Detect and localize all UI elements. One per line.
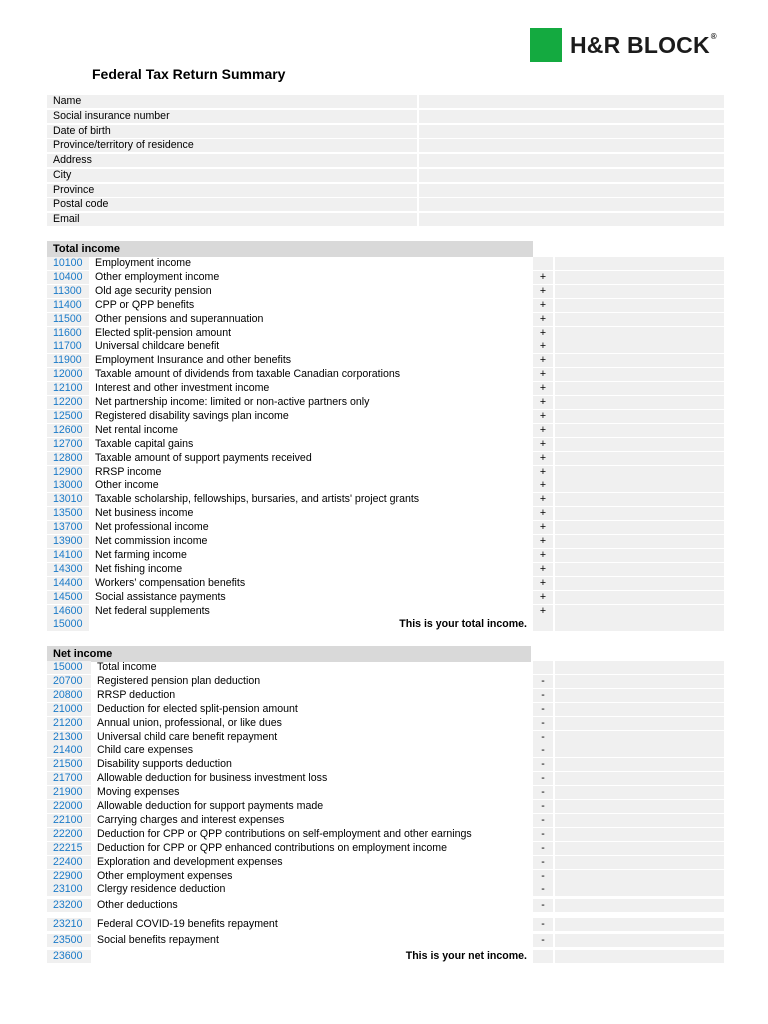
- line-code: 12700: [47, 438, 89, 451]
- info-label: Date of birth: [47, 125, 417, 138]
- operator-cell: -: [533, 772, 553, 785]
- total-row: [47, 950, 724, 963]
- info-label: Province/territory of residence: [47, 139, 417, 152]
- amount-field[interactable]: [555, 396, 724, 409]
- line-description: Net commission income: [95, 535, 208, 547]
- amount-field[interactable]: [555, 577, 724, 590]
- total-label: This is your net income.: [405, 949, 527, 962]
- line-description: Net partnership income: limited or non-active partners only: [95, 396, 370, 408]
- amount-field[interactable]: [555, 814, 724, 827]
- line-code: 13900: [47, 535, 89, 548]
- line-description: Other employment income: [95, 270, 220, 283]
- line-description: Other pensions and superannuation: [95, 312, 264, 325]
- operator-cell: -: [533, 842, 553, 855]
- operator-cell: +: [533, 507, 553, 520]
- line-code: 14300: [47, 563, 89, 576]
- info-row: [47, 110, 724, 123]
- amount-field[interactable]: [555, 828, 724, 841]
- amount-field[interactable]: [555, 772, 724, 785]
- line-description: RRSP income: [95, 465, 162, 478]
- operator-cell: -: [533, 814, 553, 827]
- amount-field[interactable]: [555, 535, 724, 548]
- amount-field[interactable]: [555, 918, 724, 931]
- info-value: [419, 154, 724, 167]
- operator-cell: -: [533, 856, 553, 869]
- amount-field[interactable]: [555, 521, 724, 534]
- amount-field[interactable]: [555, 285, 724, 298]
- line-code: 22200: [47, 828, 91, 841]
- amount-field[interactable]: [555, 382, 724, 395]
- line-row: [47, 340, 724, 353]
- amount-field[interactable]: [555, 563, 724, 576]
- total-row: [47, 618, 724, 631]
- line-description: Net business income: [95, 507, 194, 520]
- line-row: [47, 368, 724, 381]
- info-row: [47, 184, 724, 197]
- amount-field[interactable]: [555, 466, 724, 479]
- line-code: 20800: [47, 689, 91, 702]
- amount-field[interactable]: [555, 800, 724, 813]
- line-description: Allowable deduction for business investment loss: [97, 772, 328, 785]
- operator-cell: +: [533, 327, 553, 340]
- line-row: [47, 410, 724, 423]
- operator-cell: -: [533, 689, 553, 702]
- operator-cell: -: [533, 800, 553, 813]
- line-description: Employment income: [95, 257, 191, 269]
- line-row: [47, 675, 724, 688]
- amount-field[interactable]: [555, 703, 724, 716]
- line-code: 15000: [47, 618, 89, 631]
- line-row: [47, 828, 724, 841]
- operator-cell: -: [533, 870, 553, 883]
- line-row: [47, 521, 724, 534]
- line-row: [47, 479, 724, 492]
- line-description: Deduction for CPP or QPP enhanced contributions on employment income: [97, 841, 447, 854]
- line-code: 14400: [47, 577, 89, 590]
- line-code: 13010: [47, 493, 89, 506]
- operator-cell: +: [533, 396, 553, 409]
- line-description: CPP or QPP benefits: [95, 298, 195, 311]
- line-description: Net farming income: [95, 548, 187, 561]
- line-row: [47, 313, 724, 326]
- amount-field[interactable]: [555, 899, 724, 912]
- line-description: Taxable scholarship, fellowships, bursaries, and artists' project grants: [95, 493, 420, 506]
- operator-cell: +: [533, 535, 553, 548]
- line-code: 12900: [47, 466, 89, 479]
- line-row: [47, 577, 724, 590]
- operator-cell: -: [533, 786, 553, 799]
- operator-cell: -: [533, 717, 553, 730]
- line-row: [47, 396, 724, 409]
- info-row: [47, 198, 724, 211]
- line-row: [47, 257, 724, 270]
- line-description: Social assistance payments: [95, 590, 226, 603]
- line-code: 15000: [47, 661, 91, 674]
- line-description: Clergy residence deduction: [97, 883, 226, 896]
- line-description: Other income: [95, 479, 159, 492]
- line-description: Taxable amount of dividends from taxable Canadian corporations: [95, 368, 401, 381]
- line-description: Total income: [97, 661, 157, 673]
- line-row: [47, 918, 724, 931]
- line-description: Child care expenses: [97, 744, 193, 757]
- amount-field[interactable]: [555, 605, 724, 618]
- line-description: Net professional income: [95, 521, 209, 534]
- line-code: 21700: [47, 772, 91, 785]
- line-code: 13000: [47, 479, 89, 492]
- info-row: [47, 139, 724, 152]
- amount-field[interactable]: [555, 731, 724, 744]
- line-row: [47, 731, 724, 744]
- line-code: 14100: [47, 549, 89, 562]
- line-code: 21500: [47, 758, 91, 771]
- amount-field[interactable]: [555, 507, 724, 520]
- page-title: Federal Tax Return Summary: [92, 66, 286, 82]
- info-row: [47, 154, 724, 167]
- amount-field[interactable]: [555, 438, 724, 451]
- line-description: Old age security pension: [95, 284, 212, 297]
- line-row: [47, 327, 724, 340]
- line-code: 11500: [47, 313, 89, 326]
- line-code: 23600: [47, 950, 91, 963]
- amount-field[interactable]: [555, 452, 724, 465]
- info-label: Postal code: [47, 198, 417, 211]
- line-description: Taxable capital gains: [95, 437, 194, 450]
- info-value: [419, 213, 724, 226]
- operator-cell: +: [533, 549, 553, 562]
- line-code: 10100: [47, 257, 89, 270]
- operator-cell: +: [533, 577, 553, 590]
- info-value: [419, 198, 724, 211]
- amount-field[interactable]: [555, 870, 724, 883]
- line-code: 21900: [47, 786, 91, 799]
- operator-cell: +: [533, 479, 553, 492]
- line-description: Net fishing income: [95, 562, 183, 575]
- info-value: [419, 110, 724, 123]
- operator-cell: +: [533, 424, 553, 437]
- operator-cell: +: [533, 271, 553, 284]
- line-description: Other deductions: [97, 899, 178, 912]
- amount-field[interactable]: [555, 883, 724, 896]
- line-row: [47, 661, 724, 674]
- line-description: Other employment expenses: [97, 869, 233, 882]
- line-code: 22400: [47, 856, 91, 869]
- line-row: [47, 842, 724, 855]
- line-description: Allowable deduction for support payments made: [97, 800, 324, 812]
- line-code: 21200: [47, 717, 91, 730]
- operator-cell: +: [533, 313, 553, 326]
- line-code: 11300: [47, 285, 89, 298]
- line-code: 11900: [47, 354, 89, 367]
- line-description: Registered pension plan deduction: [97, 674, 261, 687]
- info-value: [419, 139, 724, 152]
- operator-cell: -: [533, 675, 553, 688]
- amount-field[interactable]: [555, 313, 724, 326]
- total-income-heading: Total income: [47, 241, 533, 257]
- info-label: City: [47, 169, 417, 182]
- line-description: Elected split-pension amount: [95, 326, 232, 339]
- operator-cell: +: [533, 521, 553, 534]
- amount-field[interactable]: [555, 661, 724, 674]
- line-row: [47, 354, 724, 367]
- line-row: [47, 605, 724, 618]
- line-code: 21000: [47, 703, 91, 716]
- line-row: [47, 772, 724, 785]
- operator-cell: +: [533, 299, 553, 312]
- amount-field[interactable]: [555, 368, 724, 381]
- line-code: 13700: [47, 521, 89, 534]
- line-description: Universal child care benefit repayment: [97, 730, 278, 743]
- operator-cell: +: [533, 340, 553, 353]
- operator-cell: -: [533, 703, 553, 716]
- operator-cell: [533, 950, 553, 963]
- amount-field[interactable]: [555, 257, 724, 270]
- line-code: 22000: [47, 800, 91, 813]
- amount-field[interactable]: [555, 842, 724, 855]
- logo-green-square: [530, 28, 562, 62]
- amount-field[interactable]: [555, 758, 724, 771]
- line-row: [47, 786, 724, 799]
- amount-field[interactable]: [555, 354, 724, 367]
- operator-cell: -: [533, 731, 553, 744]
- operator-cell: +: [533, 410, 553, 423]
- line-description: Taxable amount of support payments received: [95, 451, 312, 464]
- info-label: Province: [47, 184, 417, 197]
- line-code: 21300: [47, 731, 91, 744]
- info-value: [419, 169, 724, 182]
- line-description: Universal childcare benefit: [95, 340, 220, 353]
- amount-field[interactable]: [555, 424, 724, 437]
- line-row: [47, 424, 724, 437]
- line-code: 20700: [47, 675, 91, 688]
- operator-cell: -: [533, 883, 553, 896]
- amount-field[interactable]: [555, 479, 724, 492]
- operator-cell: -: [533, 918, 553, 931]
- line-row: [47, 689, 724, 702]
- line-code: 13500: [47, 507, 89, 520]
- line-code: 11400: [47, 299, 89, 312]
- operator-cell: -: [533, 934, 553, 947]
- line-description: Deduction for CPP or QPP contributions on self-employment and other earnings: [97, 827, 472, 840]
- line-description: Disability supports deduction: [97, 758, 232, 771]
- line-row: [47, 744, 724, 757]
- line-description: Employment Insurance and other benefits: [95, 354, 292, 367]
- operator-cell: +: [533, 466, 553, 479]
- line-code: 12100: [47, 382, 89, 395]
- line-row: [47, 717, 724, 730]
- line-code: 12000: [47, 368, 89, 381]
- operator-cell: +: [533, 285, 553, 298]
- net-income-heading: Net income: [47, 646, 531, 662]
- line-code: 14600: [47, 605, 89, 618]
- line-row: [47, 934, 724, 947]
- info-row: [47, 125, 724, 138]
- operator-cell: +: [533, 382, 553, 395]
- logo-wordmark: H&R BLOCK®: [570, 31, 717, 58]
- info-row: [47, 95, 724, 108]
- operator-cell: +: [533, 452, 553, 465]
- line-code: 12500: [47, 410, 89, 423]
- amount-field[interactable]: [555, 327, 724, 340]
- line-row: [47, 800, 724, 813]
- line-description: Social benefits repayment: [97, 934, 219, 947]
- line-code: 12200: [47, 396, 89, 409]
- info-label: Social insurance number: [47, 110, 417, 123]
- operator-cell: +: [533, 605, 553, 618]
- line-description: Net federal supplements: [95, 604, 210, 617]
- line-row: [47, 591, 724, 604]
- info-value: [419, 184, 724, 197]
- operator-cell: +: [533, 354, 553, 367]
- operator-cell: [533, 618, 553, 631]
- operator-cell: +: [533, 591, 553, 604]
- line-row: [47, 814, 724, 827]
- line-description: Federal COVID-19 benefits repayment: [97, 917, 278, 930]
- amount-field[interactable]: [555, 618, 724, 631]
- operator-cell: -: [533, 899, 553, 912]
- amount-field[interactable]: [555, 675, 724, 688]
- line-row: [47, 870, 724, 883]
- line-row: [47, 285, 724, 298]
- amount-field[interactable]: [555, 786, 724, 799]
- operator-cell: +: [533, 438, 553, 451]
- line-row: [47, 438, 724, 451]
- operator-cell: +: [533, 563, 553, 576]
- line-code: 12800: [47, 452, 89, 465]
- info-row: [47, 169, 724, 182]
- line-row: [47, 452, 724, 465]
- operator-cell: +: [533, 493, 553, 506]
- line-code: 23210: [47, 918, 91, 931]
- line-code: 22215: [47, 842, 91, 855]
- amount-field[interactable]: [555, 410, 724, 423]
- line-row: [47, 856, 724, 869]
- info-label: Address: [47, 154, 417, 167]
- line-code: 14500: [47, 591, 89, 604]
- operator-cell: [533, 257, 553, 270]
- amount-field[interactable]: [555, 549, 724, 562]
- amount-field[interactable]: [555, 856, 724, 869]
- line-code: 11600: [47, 327, 89, 340]
- line-row: [47, 758, 724, 771]
- amount-field[interactable]: [555, 717, 724, 730]
- operator-cell: -: [533, 828, 553, 841]
- line-row: [47, 299, 724, 312]
- line-description: Workers’ compensation benefits: [95, 576, 246, 589]
- line-code: 10400: [47, 271, 89, 284]
- line-code: 22100: [47, 814, 91, 827]
- line-code: 12600: [47, 424, 89, 437]
- line-description: Interest and other investment income: [95, 382, 270, 395]
- amount-field[interactable]: [555, 340, 724, 353]
- line-row: [47, 899, 724, 912]
- line-row: [47, 535, 724, 548]
- line-description: Deduction for elected split-pension amount: [97, 702, 298, 715]
- total-label: This is your total income.: [399, 618, 527, 631]
- line-code: 21400: [47, 744, 91, 757]
- line-description: Registered disability savings plan income: [95, 409, 289, 422]
- line-code: 23200: [47, 899, 91, 912]
- line-description: Moving expenses: [97, 786, 180, 799]
- amount-field[interactable]: [555, 271, 724, 284]
- line-description: Net rental income: [95, 423, 179, 436]
- line-row: [47, 493, 724, 506]
- line-description: Exploration and development expenses: [97, 855, 283, 868]
- line-row: [47, 466, 724, 479]
- amount-field[interactable]: [555, 299, 724, 312]
- line-row: [47, 382, 724, 395]
- amount-field[interactable]: [555, 934, 724, 947]
- line-description: Annual union, professional, or like dues: [97, 716, 282, 729]
- line-row: [47, 703, 724, 716]
- line-code: 11700: [47, 340, 89, 353]
- amount-field[interactable]: [555, 950, 724, 963]
- operator-cell: -: [533, 758, 553, 771]
- hr-block-logo: [530, 28, 717, 62]
- line-code: 23500: [47, 934, 91, 947]
- amount-field[interactable]: [555, 689, 724, 702]
- info-value: [419, 95, 724, 108]
- line-row: [47, 563, 724, 576]
- info-label: Email: [47, 213, 417, 226]
- line-row: [47, 883, 724, 896]
- operator-cell: +: [533, 368, 553, 381]
- line-row: [47, 507, 724, 520]
- line-row: [47, 549, 724, 562]
- amount-field[interactable]: [555, 493, 724, 506]
- info-row: [47, 213, 724, 226]
- line-code: 22900: [47, 870, 91, 883]
- line-description: RRSP deduction: [97, 688, 176, 701]
- info-value: [419, 125, 724, 138]
- operator-cell: [533, 661, 553, 674]
- line-code: 23100: [47, 883, 91, 896]
- info-label: Name: [47, 95, 417, 108]
- operator-cell: -: [533, 744, 553, 757]
- line-description: Carrying charges and interest expenses: [97, 813, 285, 826]
- amount-field[interactable]: [555, 744, 724, 757]
- amount-field[interactable]: [555, 591, 724, 604]
- line-row: [47, 271, 724, 284]
